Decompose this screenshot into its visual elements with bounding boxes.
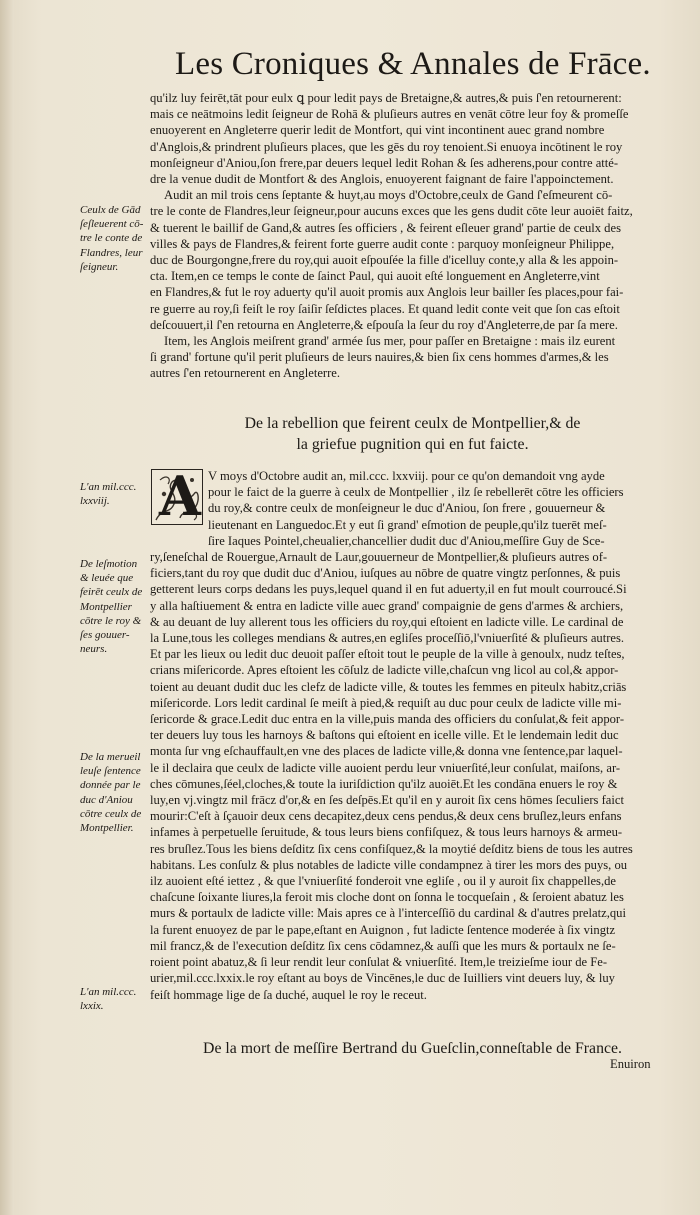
- text-line: V moys d'Octobre audit an, mil.ccc. lxxviij. pour ce qu'on demandoit vng ayde: [208, 469, 605, 483]
- text-line: getterent leurs corps dedans les puys,lequel quand il en fut aduerty,il en fut moult courroucé.Si: [150, 582, 627, 597]
- heading-line: la griefue pugnition qui en fut faicte.: [296, 436, 529, 453]
- margin-note-line: cōtre le roy &: [80, 614, 142, 627]
- text-line: lieutenant en Languedoc.Et y eut ſi grand' eſmotion de peuple,qu'ilz tuerēt meſ-: [208, 517, 607, 532]
- margin-note-line: leuſe ſentence: [80, 765, 141, 778]
- margin-note-line: ſeſleuerent cō-: [80, 218, 144, 231]
- text-line: la Lune,tous les colleges mendians & autres,en egliſes proceſſiō,l'vniuerſité & pluſieurs autres.: [150, 631, 625, 646]
- text-line: & tuerent le baillif de Gand,& autres ſes officiers , & feirent eſleuer grand' partie de ceulx des: [150, 220, 621, 235]
- margin-note-line: De leſmotion: [80, 558, 138, 570]
- text-line: cta. Item,en ce temps le conte de ſainct Paul, qui auoit eſté longuement en Angleterre,vint: [150, 269, 600, 284]
- heading-line: De la mort de meſſire Bertrand du Gueſclin,conneſtable de France.: [203, 1040, 622, 1057]
- text-line: tre le conte de Flandres,leur ſeigneur,pour aucuns exces que les gens dudit cōte leur auoiēt faitz,: [150, 204, 633, 219]
- text-line: feiſt hommage lige de ſa duché, auquel le roy le receut.: [150, 987, 427, 1002]
- text-line: infames à perpetuelle ſeruitude, & tous leurs biens confiſquez, & tous leurs harnoys & armeu-: [150, 825, 623, 840]
- text-line: qu'ilz luy feirēt,tāt pour eulx ꝗ pour ledit pays de Bretaigne,& autres,& puis ſ'en retournerent:: [150, 91, 622, 105]
- body-text-block-2: [150, 468, 675, 1003]
- text-line: luy,en vj.vingtz mil frācz d'or,& en ſes deſpēs.Et qu'il en y auroit ſix cens hōmes ſeculiers faict: [150, 793, 624, 808]
- text-line: toient au deuant dudit duc les clefz de ladicte ville, & toutes les femmes en piteulx habitz,criās: [150, 679, 627, 694]
- text-line: ter deuers luy tous les harnoys & baſtons qui eſtoient en icelle ville. Et le lendemain ledit duc: [150, 728, 619, 743]
- margin-note-line: duc d'Aniou: [80, 793, 133, 806]
- text-line: villes & pays de Flandres,& feirent forte guerre audit conte : parquoy monſeigneur Philippe,: [150, 236, 615, 251]
- margin-note-sentence: [80, 750, 152, 835]
- margin-note-line: neurs.: [80, 643, 108, 656]
- margin-note-line: Montpellier.: [80, 822, 134, 835]
- text-line: ficiers,tant du roy que dudit duc d'Aniou, iuſques au nōbre de quatre vingtz perſonnes, & puis: [150, 566, 621, 581]
- margin-note-line: lxxviij.: [80, 495, 110, 508]
- text-line: roient point abatuz,& ſi leur rendit leur conſulat & vniuerſité. Item,le treizieſme iour de Fe-: [150, 955, 608, 970]
- page-gutter-shadow: [0, 0, 14, 1215]
- text-line: re guerre au roy,ſi feiſt le roy ſaiſir ſeſdictes places. Et quand ledit conte veit que ſon cas eſtoit: [150, 301, 620, 316]
- text-line: Et par les lieux ou ledit duc deuoit paſſer eſtoit tout le peuple de la ville à genoulx, nudz teſtes,: [150, 647, 625, 662]
- text-line: ilz auoient eſté iettez , & que l'vniuerſité fonderoit vne egliſe , ou il y auroit ſix chappelles,de: [150, 874, 616, 889]
- text-line: la furent enuoyez de par le pape,eſtant en Auignon , fut ladicte ſentence moderée à ſix vingtz: [150, 922, 616, 937]
- section-heading-montpellier: [150, 413, 675, 455]
- text-line: mil francz,& de l'execution deſditz ſix cens cōdamnez,& auſſi que les murs & portaulx ne ſe-: [150, 938, 616, 953]
- text-line: habitans. Les conſulz & plus notables de ladicte ville condampnez à tirer les mors des puys, ou: [150, 857, 628, 872]
- margin-note-line: donnée par le: [80, 779, 141, 792]
- margin-note-line: feirēt ceulx de: [80, 586, 143, 599]
- margin-note-line: Flandres, leur: [80, 246, 143, 259]
- text-line: y alla haſtiuement & entra en ladicte ville auec grand' compaignie de gens d'armes & archiers,: [150, 598, 624, 613]
- body-text-block-1: [150, 90, 675, 382]
- text-line: ches cōmunes,ſéel,cloches,& toute la iuriſdiction qu'ilz auoiēt.Et les condāna enuers le roy &: [150, 776, 618, 791]
- margin-note-gand: [80, 203, 152, 274]
- initial-letter: A: [159, 469, 201, 525]
- text-line: le il declaira que ceulx de ladicte ville auoient perdu leur vniuerſité,leur conſulat, maiſons, ar-: [150, 760, 621, 775]
- text-line: enuoyerent en Angleterre querir ledit de Montfort, qui vint incontinent auec grand nombre: [150, 123, 605, 138]
- text-line: monta ſur vng eſchauffault,en vne des places de ladicte ville,& donna vne ſentence,par laquel-: [150, 744, 623, 759]
- margin-note-line: lxxix.: [80, 1000, 104, 1013]
- text-line: ſericorde & grace.Ledit duc entra en la ville,puis manda des officiers du conſulat,& feit appor-: [150, 712, 625, 727]
- text-line: chaſcune ſoixante liures,la feroit mis cloche dont on ſonna le tocqueſain , & ſeroient abatuz les: [150, 890, 624, 905]
- text-line: autres ſ'en retournerent en Angleterre.: [150, 366, 341, 381]
- text-line: murs & portaulx de ladicte ville: Mais apres ce à l'interceſſiō du cardinal & d'autres prelatz,qui: [150, 906, 626, 921]
- text-line: urier,mil.ccc.lxxix.le roy eſtant au boys de Vincēnes,le duc de Iuilliers vint deuers luy, & luy: [150, 971, 615, 986]
- text-line: dre la venue dudit de Montfort & des Anglois, enuoyerent faignant de faire l'appoinctement.: [150, 172, 614, 187]
- margin-note-year-1379: [80, 985, 152, 1013]
- text-line: Item, les Anglois meiſrent grand' armée ſus mer, pour paſſer en Bretaigne : mais ilz eurent: [164, 334, 616, 349]
- margin-note-year-1378: [80, 480, 152, 508]
- text-line: miſericorde. Lors ledit cardinal ſe meiſt à pied,& requiſt au duc pour ceulx de ladicte ville mi-: [150, 695, 622, 710]
- text-line: en Flandres,& fut le roy aduerty qu'il auoit promis aux Anglois leur bailler ſes places,pour fai-: [150, 285, 624, 300]
- catchword: Enuiron: [610, 1057, 651, 1071]
- text-line: & au deuant de luy allerent tous les officiers du roy,qui eſtoient en ladicte ville. Le cardinal de: [150, 614, 624, 629]
- margin-note-line: tre le conte de: [80, 232, 143, 245]
- running-title: Les Croniques & Annales de Frāce.: [175, 46, 651, 82]
- margin-note-line: Montpellier: [80, 600, 132, 613]
- text-line: Audit an mil trois cens ſeptante & huyt,au moys d'Octobre,ceulx de Gand ſ'eſmeurent cō-: [164, 188, 613, 203]
- text-line: d'Anglois,& prindrent pluſieurs places, que les gēs du roy tenoient.Si enuoya incōtinent le roy: [150, 139, 623, 154]
- margin-note-line: & leuée que: [80, 572, 134, 585]
- text-line: deſcouuert,il ſ'en retourna en Angleterre,& eſpouſa la ſeur du roy d'Angleterre,de par ſa mere.: [150, 317, 618, 332]
- text-line: ry,ſeneſchal de Rouergue,Arnault de Laur,gouuerneur de Montpellier,& pluſieurs autres of-: [150, 550, 608, 565]
- text-line: ſi grand' fortune qu'il perit pluſieurs de leurs nauires,& bien ſix cens hommes d'armes,& les: [150, 350, 609, 365]
- heading-line: De la rebellion que feirent ceulx de Montpellier,& de: [244, 415, 581, 432]
- margin-note-emotion: [80, 557, 152, 656]
- text-line: monſeigneur d'Aniou,ſon frere,par deuers lequel ledit Rohan & ſes adherens,pour contre atté-: [150, 155, 619, 170]
- margin-note-line: ſes gouuer-: [80, 629, 130, 642]
- text-line: du roy,& contre ceulx de monſeigneur le duc d'Aniou, ſon frere , gouuerneur &: [208, 501, 606, 516]
- text-line: duc de Bourgongne,frere du roy,qui auoit eſpouſée la fille d'icelluy conte,y alla & les appoin-: [150, 253, 619, 268]
- text-line: mais ce neātmoins ledit ſeigneur de Rohā & pluſieurs autres en venāt cōtre leur foy & promeſſe: [150, 107, 629, 122]
- margin-note-line: cōtre ceulx de: [80, 807, 142, 820]
- margin-note-line: L'an mil.ccc.: [80, 986, 137, 998]
- text-line: pour le faict de la guerre à ceulx de Montpellier , ilz ſe rebellerēt cōtre les officiers: [208, 485, 624, 500]
- margin-note-line: Ceulx de Gād: [80, 204, 141, 216]
- section-heading-guesclin: [150, 1038, 675, 1059]
- text-line: res bruſlez.Tous les biens deſditz ſix cens confiſquez,& la moytié deſditz biens de tous les autres: [150, 841, 633, 856]
- text-line: crians miſericorde. Apres eſtoient les cōſulz de ladicte ville,chaſcun vng licol au col,& appor-: [150, 663, 619, 678]
- margin-note-line: ſeigneur.: [80, 260, 119, 273]
- margin-note-line: L'an mil.ccc.: [80, 481, 137, 493]
- text-line: ſire Iaques Pointel,cheualier,chancellier dudit duc d'Aniou,meſſire Guy de Sce-: [208, 533, 605, 548]
- text-line: mourir:C'eſt à ſçauoir deux cens decapitez,deux cens pendus,& deux cens bruſlez,leurs enfans: [150, 809, 622, 824]
- margin-note-line: De la merueil: [80, 751, 141, 763]
